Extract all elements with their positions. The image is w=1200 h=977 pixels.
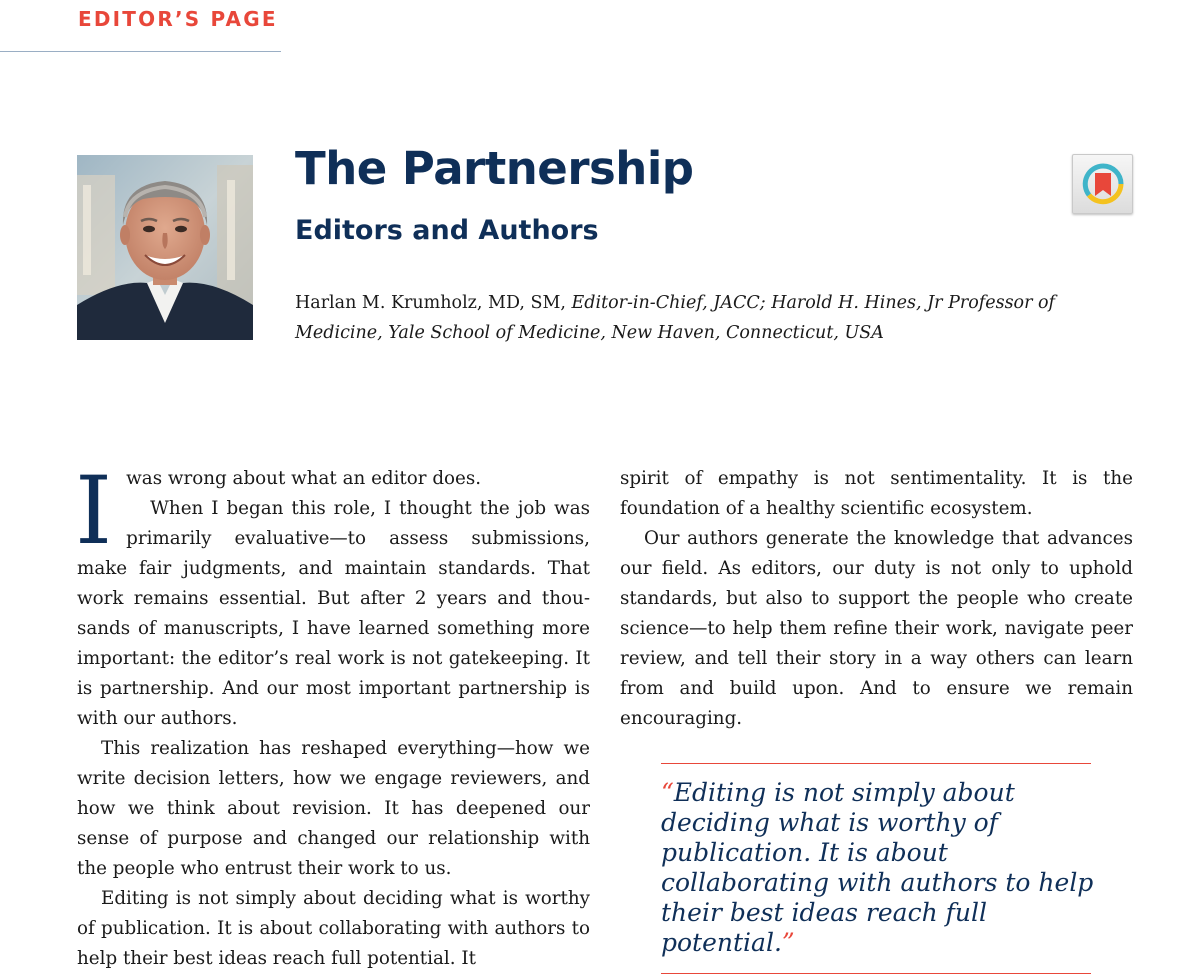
body-paragraph: This realization has reshaped everything—how we write decision letters, how we engage reviewers, and how we think about revision. It has deepened our sense of purpose and changed our relationship with the people who entrust their work to us. xyxy=(77,738,590,879)
author-byline xyxy=(295,288,1105,348)
pullquote xyxy=(661,778,1101,958)
drop-cap: I xyxy=(75,457,113,566)
body-column-right xyxy=(620,464,1133,734)
paragraph-text: was wrong about what an editor does. xyxy=(126,468,482,489)
body-paragraph: Our authors generate the knowledge that advances our field. As editors, our duty is not only to uphold standards, but also to support the people who create science—to help them refine their work, navigate peer review, and tell their story in a way others can learn from and build upon. And to ensure we remain encouraging. xyxy=(620,528,1133,729)
author-affiliation: Editor-in-Chief, JACC; Harold H. Hines, Jr Professor of Medicine, Yale School of Medicine, New Haven, Connecticut, USA xyxy=(295,293,1056,343)
body-paragraph xyxy=(75,457,590,734)
article-title: The Partnership xyxy=(295,142,694,195)
article-subtitle: Editors and Authors xyxy=(295,215,599,246)
section-label: EDITOR’S PAGE xyxy=(78,7,278,31)
quote-open-mark: “ xyxy=(661,778,674,807)
crossmark-button[interactable] xyxy=(1072,154,1133,214)
body-paragraph: Editing is not simply about deciding what is worthy of publication. It is about collaborating with authors to help their best ideas reach full potential. It xyxy=(77,888,590,969)
paragraph-text: When I began this role, I thought the job was primarily evaluative—to assess submissions, make fair judgments, and maintain standards. That work remains essential. But after 2 years and thousands of manuscripts, I have learned something more important: the editor’s real work is not gatekeeping. It is partnership. And our most important partnership is with our authors. xyxy=(77,498,590,729)
quote-close-mark: ” xyxy=(781,928,795,957)
crossmark-bookmark-icon xyxy=(1081,162,1125,206)
author-photo xyxy=(77,155,253,340)
body-paragraph: spirit of empathy is not sentimentality. It is the foundation of a healthy scientific ecosystem. xyxy=(620,468,1133,519)
pullquote-rule-top xyxy=(661,763,1091,764)
body-column-left xyxy=(75,457,590,974)
pullquote-rule-bottom xyxy=(661,973,1091,974)
pullquote-text: Editing is not simply about deciding what is worthy of publication. It is about collaborating with authors to help their best ideas reach full potential. xyxy=(661,778,1094,957)
author-name: Harlan M. Krumholz, MD, SM, xyxy=(295,293,572,313)
section-divider xyxy=(0,51,281,52)
